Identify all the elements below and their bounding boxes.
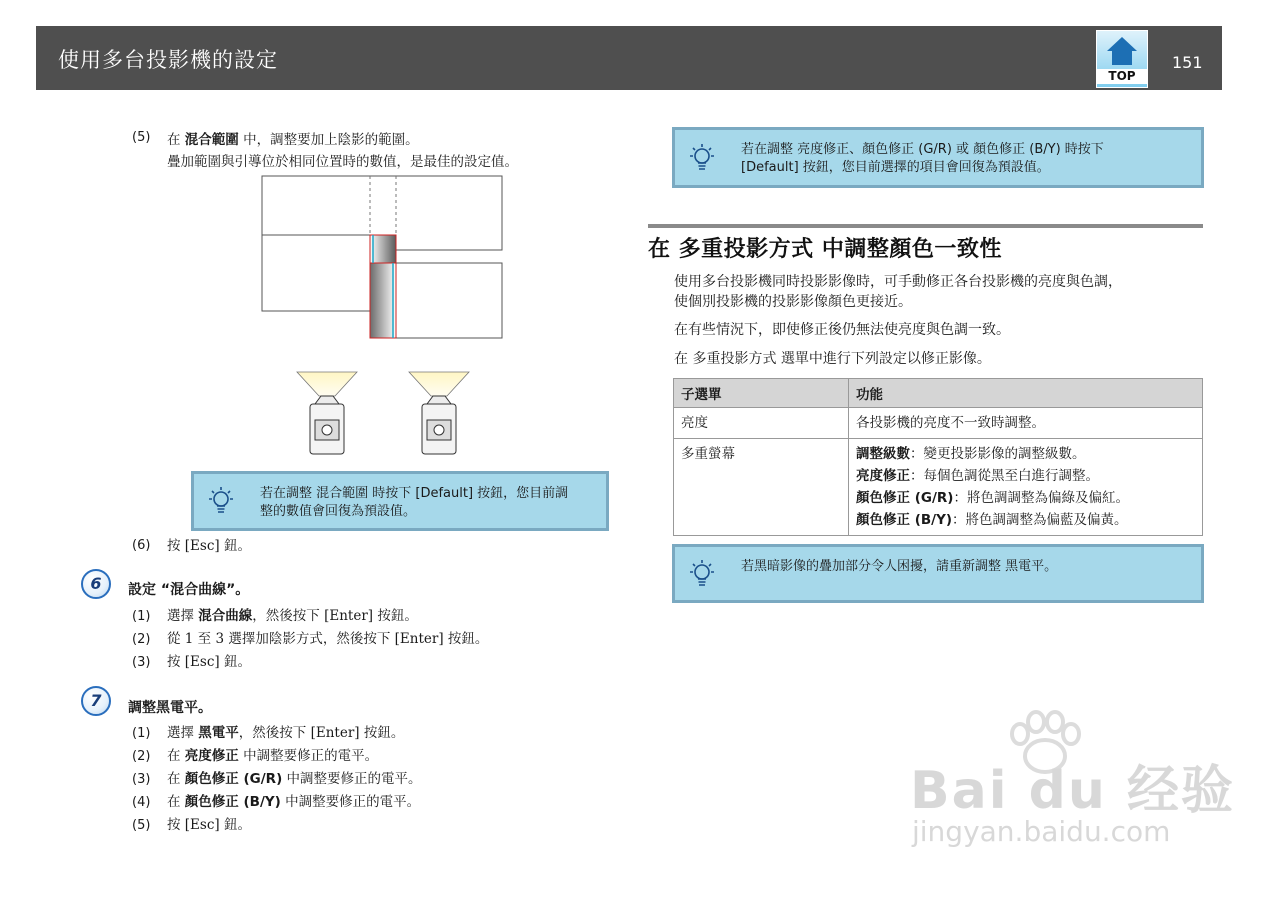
section-step-heading: 設定 “混合曲線”。 [128,582,250,598]
step-number: (1) [132,726,151,741]
page-title: 使用多台投影機的設定 [58,48,278,72]
step-number: (6) [132,538,151,553]
step-number: (5) [132,130,151,145]
page-number: 151 [1172,53,1203,72]
body-paragraph-line: 使個別投影機的投影影像顏色更接近。 [674,294,912,310]
step-text: 按 [Esc] 鈕。 [167,817,251,833]
blend-range-diagram [255,170,515,470]
step-text: 在 混合範圍 中，調整要加上陰影的範圍。 [167,132,419,148]
projector-left-icon [297,372,357,454]
step-text-line2: 疊加範圍與引導位於相同位置時的數值，是最佳的設定值。 [167,154,518,170]
step-text: 在 顏色修正 (G/R) 中調整要修正的電平。 [167,771,422,787]
step-number: (5) [132,818,151,833]
step-text: 從 1 至 3 選擇加陰影方式，然後按下 [Enter] 按鈕。 [167,631,489,647]
step-number: (3) [132,772,151,787]
lightbulb-tip-icon [685,142,719,176]
table-header-cell: 功能 [849,379,1203,408]
table-cell: 各投影機的亮度不一致時調整。 [849,408,1203,439]
step-text: 選擇 混合曲線，然後按下 [Enter] 按鈕。 [167,608,418,624]
step-number: (4) [132,795,151,810]
submenu-function-table [673,378,1203,536]
top-label: TOP [1097,69,1147,84]
blend-area-bottom [370,263,396,338]
step-circle-number: 7 [81,686,111,716]
step-text: 按 [Esc] 鈕。 [167,654,251,670]
tip-text-line1: 若黑暗影像的疊加部分令人困擾，請重新調整 黑電平。 [741,559,1058,574]
lightbulb-tip-icon [204,485,238,519]
step-text: 選擇 黑電平，然後按下 [Enter] 按鈕。 [167,725,405,741]
section-step-heading: 調整黑電平。 [128,700,212,716]
watermark-url: jingyan.baidu.com [912,815,1171,848]
step-number: (2) [132,632,151,647]
watermark-logo: Bai du 经验 [910,761,1235,821]
table-cell: 多重螢幕 [674,439,849,536]
table-cell-line: 亮度修正：每個色調從黑至白進行調整。 [856,468,1099,484]
step-text: 在 顏色修正 (B/Y) 中調整要修正的電平。 [167,794,421,810]
tip-text-line1: 若在調整 亮度修正、顏色修正 (G/R) 或 顏色修正 (B/Y) 時按下 [741,142,1104,157]
tip-box-default-reset [672,127,1204,188]
table-header-cell: 子選單 [674,379,849,408]
tip-box-blend-default [191,471,609,531]
step-number: (1) [132,609,151,624]
tip-text-line1: 若在調整 混合範圍 時按下 [Default] 按鈕，您目前調 [260,486,569,501]
step-number: (3) [132,655,151,670]
tip-text-line2: 整的數值會回復為預設值。 [260,504,417,519]
section-divider [648,224,1203,228]
table-cell: 亮度 [674,408,849,439]
step-circle-number: 6 [81,569,111,599]
table-header-row [674,379,1203,408]
table-cell-line: 顏色修正 (B/Y)：將色調調整為偏藍及偏黃。 [856,512,1128,528]
body-paragraph-line: 使用多台投影機同時投影影像時，可手動修正各台投影機的亮度與色調， [674,274,1122,290]
blend-area-top [370,235,396,263]
body-paragraph: 在 多重投影方式 選單中進行下列設定以修正影像。 [674,351,991,367]
step-text: 按 [Esc] 鈕。 [167,538,251,554]
tip-box-black-level [672,544,1204,603]
table-cell [849,439,1203,536]
home-icon [1107,37,1137,51]
body-paragraph: 在有些情況下，即使修正後仍無法使亮度與色調一致。 [674,322,1010,338]
table-row [674,408,1203,439]
lightbulb-tip-icon [685,558,719,592]
step-text: 在 亮度修正 中調整要修正的電平。 [167,748,379,764]
top-home-button[interactable] [1096,30,1148,88]
step-number: (2) [132,749,151,764]
table-row [674,439,1203,536]
projector-right-icon [409,372,469,454]
tip-text-line2: [Default] 按鈕，您目前選擇的項目會回復為預設值。 [741,160,1050,175]
table-cell-line: 調整級數：變更投影影像的調整級數。 [856,446,1086,462]
table-cell-line: 顏色修正 (G/R)：將色調調整為偏綠及偏紅。 [856,490,1129,506]
section-heading: 在 多重投影方式 中調整顏色一致性 [648,237,1002,262]
